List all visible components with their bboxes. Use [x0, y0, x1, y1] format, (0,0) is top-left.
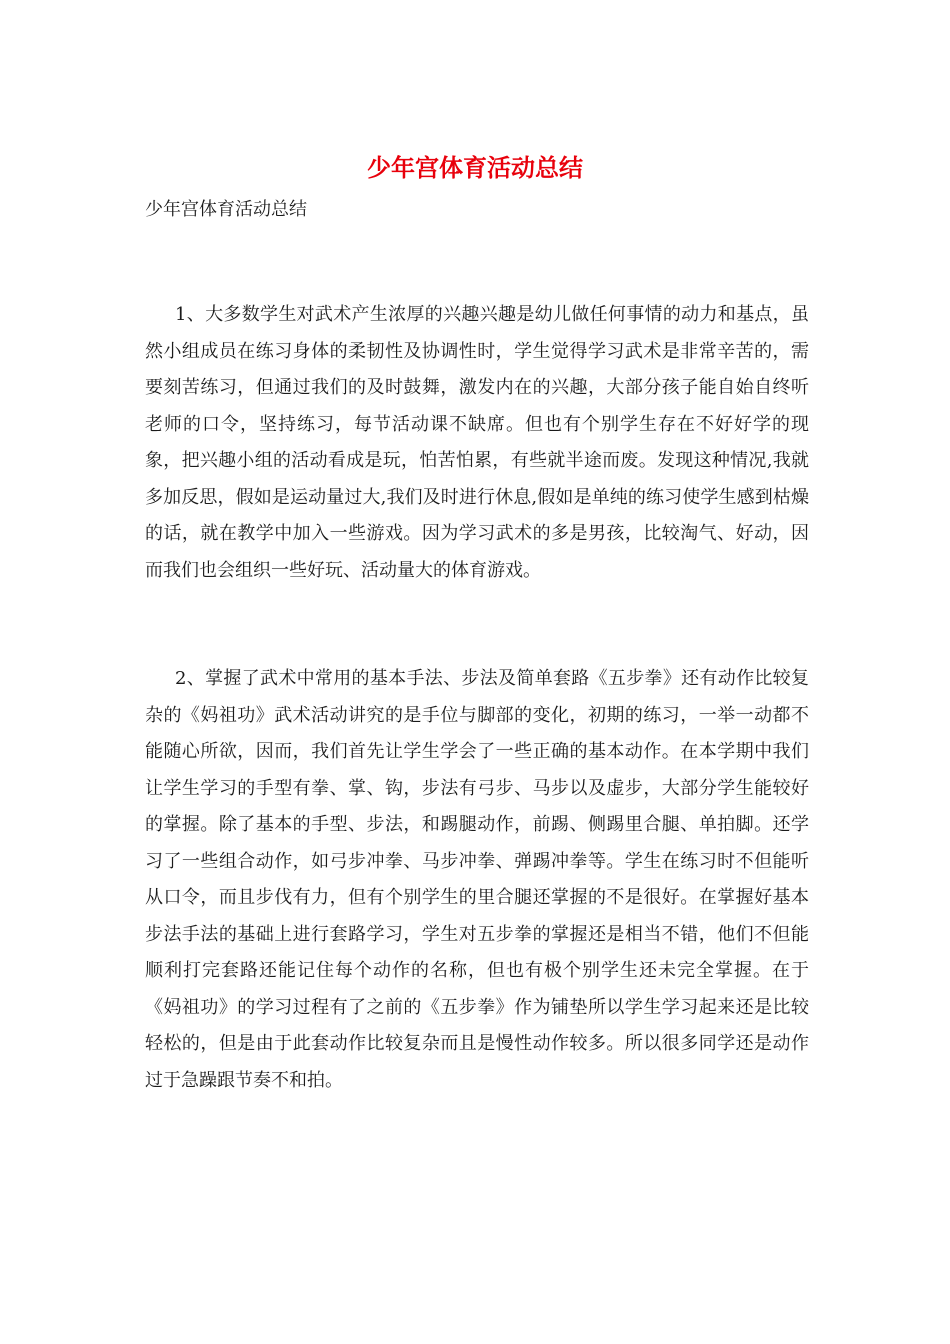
- paragraph-1: 1、大多数学生对武术产生浓厚的兴趣兴趣是幼儿做任何事情的动力和基点，虽然小组成员在练习身体的柔韧性及协调性时，学生觉得学习武术是非常辛苦的，需要刻苦练习，但通过我们的及时鼓舞，激发内在的兴趣，大部分孩子能自始自终听老师的口令，坚持练习，每节活动课不缺席。但也有个别学生存在不好好学的现象，把兴趣小组的活动看成是玩，怕苦怕累，有些就半途而废。发现这种情况,我就多加反思，假如是运动量过大,我们及时进行休息,假如是单纯的练习使学生感到枯燥的话，就在教学中加入一些游戏。因为学习武术的多是男孩，比较淘气、好动，因而我们也会组织一些好玩、活动量大的体育游戏。: [145, 304, 809, 581]
- document-subtitle: 少年宫体育活动总结: [145, 199, 307, 220]
- paragraph-2: 2、掌握了武术中常用的基本手法、步法及简单套路《五步拳》还有动作比较复杂的《妈祖功》武术活动讲究的是手位与脚部的变化，初期的练习，一举一动都不能随心所欲，因而，我们首先让学生学会了一些正确的基本动作。在本学期中我们让学生学习的手型有拳、掌、钩，步法有弓步、马步以及虚步，大部分学生能较好的掌握。除了基本的手型、步法，和踢腿动作，前踢、侧踢里合腿、单拍脚。还学习了一些组合动作，如弓步冲拳、马步冲拳、弹踢冲拳等。学生在练习时不但能听从口令，而且步伐有力，但有个别学生的里合腿还掌握的不是很好。在掌握好基本步法手法的基础上进行套路学习，学生对五步拳的掌握还是相当不错，他们不但能顺利打完套路还能记住每个动作的名称，但也有极个别学生还未完全掌握。在于《妈祖功》的学习过程有了之前的《五步拳》作为铺垫所以学生学习起来还是比较轻松的，但是由于此套动作比较复杂而且是慢性动作较多。所以很多同学还是动作过于急躁跟节奏不和拍。: [145, 668, 809, 1091]
- document-title: 少年宫体育活动总结: [367, 153, 583, 182]
